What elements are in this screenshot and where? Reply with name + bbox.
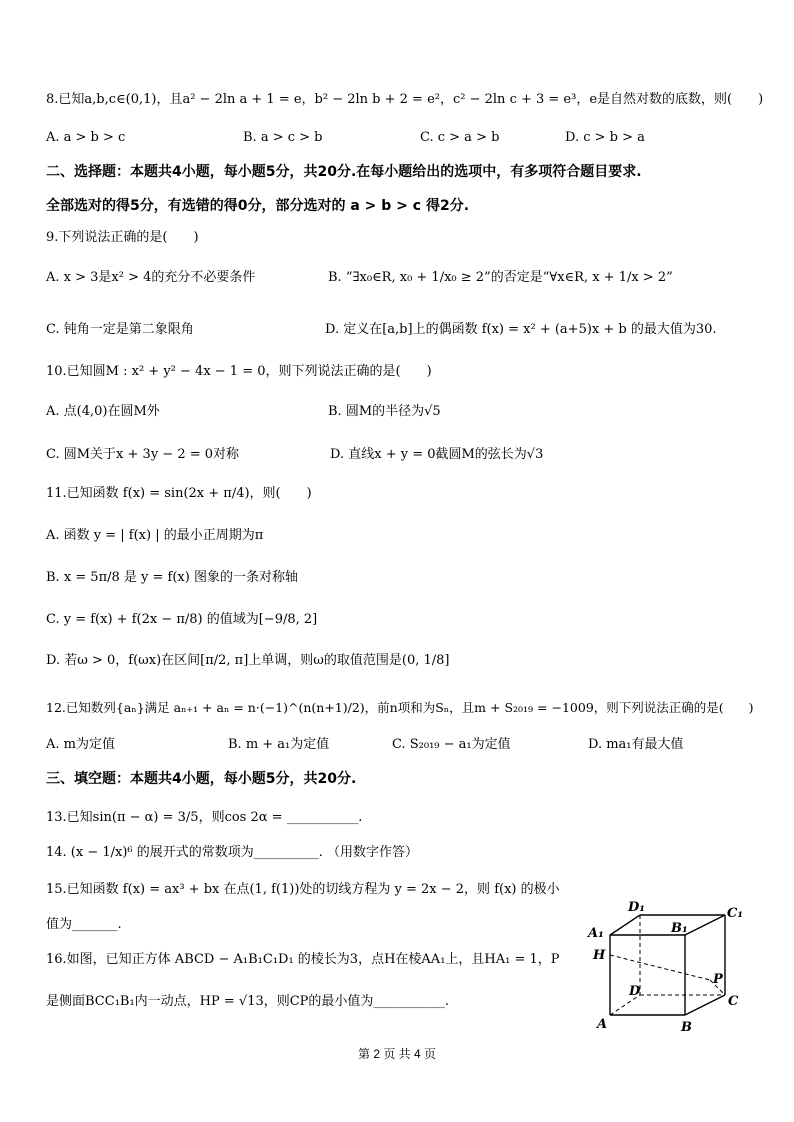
q14-stem: 14. (x − 1/x)⁶ 的展开式的常数项为__________. （用数字作答） (46, 845, 419, 860)
q11-option-d: D. 若ω > 0，f(ωx)在区间[π/2, π]上单调，则ω的取值范围是(0, 1/8] (46, 653, 450, 668)
label-c1: C₁ (727, 906, 744, 921)
edge-b1c1 (685, 915, 725, 935)
q9-option-b: B. “∃x₀∈R, x₀ + 1/x₀ ≥ 2”的否定是“∀x∈R, x + 1/x > 2” (328, 270, 673, 285)
q10-stem: 10.已知圆M : x² + y² − 4x − 1 = 0，则下列说法正确的是( ) (46, 364, 432, 379)
q12-option-b: B. m + a₁为定值 (228, 737, 330, 752)
section2-heading: 二、选择题：本题共4小题，每小题5分，共20分.在每小题给出的选项中，有多项符合题目要求. (46, 164, 642, 180)
label-b: B (681, 1020, 692, 1035)
q12-option-c: C. S₂₀₁₉ − a₁为定值 (392, 737, 511, 752)
label-b1: B₁ (671, 921, 688, 936)
page-footer: 第 2 页 共 4 页 (357, 1047, 437, 1061)
label-c: C (728, 994, 739, 1009)
q16-line2: 是侧面BCC₁B₁内一动点，HP = √13，则CP的最小值为___________. (46, 994, 450, 1009)
q9-option-a: A. x > 3是x² > 4的充分不必要条件 (46, 270, 256, 285)
label-a1: A₁ (588, 926, 604, 941)
q10-option-a: A. 点(4,0)在圆M外 (46, 404, 160, 419)
q8-stem: 8.已知a,b,c∈(0,1)，且a² − 2ln a + 1 = e，b² − 2ln b + 2 = e²，c² − 2ln c + 3 = e³，e是自然对数的底数，则( ) (46, 92, 764, 107)
edge-bc (685, 995, 725, 1015)
q8-option-c: C. c > a > b (420, 130, 500, 145)
q8-option-d: D. c > b > a (565, 130, 645, 145)
label-a: A (597, 1017, 608, 1032)
q8-option-b: B. a > c > b (243, 130, 323, 145)
q12-option-a: A. m为定值 (46, 737, 115, 752)
q10-option-c: C. 圆M关于x + 3y − 2 = 0对称 (46, 447, 240, 462)
q9-option-c: C. 钝角一定是第二象限角 (46, 322, 194, 337)
q16-line1: 16.如图，已知正方体 ABCD − A₁B₁C₁D₁ 的棱长为3，点H在棱AA₁上，且HA₁ = 1，P (46, 952, 560, 967)
q13-stem: 13.已知sin(π − α) = 3/5，则cos 2α = ___________. (46, 810, 363, 825)
q11-stem: 11.已知函数 f(x) = sin(2x + π/4)，则( ) (46, 486, 312, 501)
q8-option-a: A. a > b > c (46, 130, 126, 145)
section3-heading: 三、填空题：本题共4小题，每小题5分，共20分. (46, 771, 357, 787)
q11-option-c: C. y = f(x) + f(2x − π/8) 的值域为[−9/8, 2] (46, 612, 318, 627)
q9-stem: 9.下列说法正确的是( ) (46, 230, 199, 245)
label-p: P (713, 972, 723, 987)
label-h: H (593, 948, 606, 963)
q11-option-a: A. 函数 y = | f(x) | 的最小正周期为π (46, 528, 264, 543)
label-d1: D₁ (628, 900, 645, 915)
edge-a1d1 (610, 915, 640, 935)
q9-option-d: D. 定义在[a,b]上的偶函数 f(x) = x² + (a+5)x + b 的最大值为30. (325, 322, 717, 337)
q10-option-d: D. 直线x + y = 0截圆M的弦长为√3 (330, 447, 544, 462)
label-d: D (629, 984, 641, 999)
segment-hp (610, 955, 710, 980)
q12-option-d: D. ma₁有最大值 (588, 737, 684, 752)
q12-stem: 12.已知数列{aₙ}满足 aₙ₊₁ + aₙ = n·(−1)^(n(n+1)/2)，前n项和为Sₙ，且m + S₂₀₁₉ = −1009，则下列说法正确的是( ) (46, 700, 754, 715)
q10-option-b: B. 圆M的半径为√5 (328, 404, 441, 419)
q11-option-b: B. x = 5π/8 是 y = f(x) 图象的一条对称轴 (46, 570, 298, 585)
q15-line1: 15.已知函数 f(x) = ax³ + bx 在点(1, f(1))处的切线方程为 y = 2x − 2，则 f(x) 的极小 (46, 882, 560, 897)
section2-scoring: 全部选对的得5分，有选错的得0分，部分选对的 a > b > c 得2分. (46, 198, 470, 214)
q15-line2: 值为_______. (46, 917, 122, 932)
cube-figure (585, 895, 755, 1035)
